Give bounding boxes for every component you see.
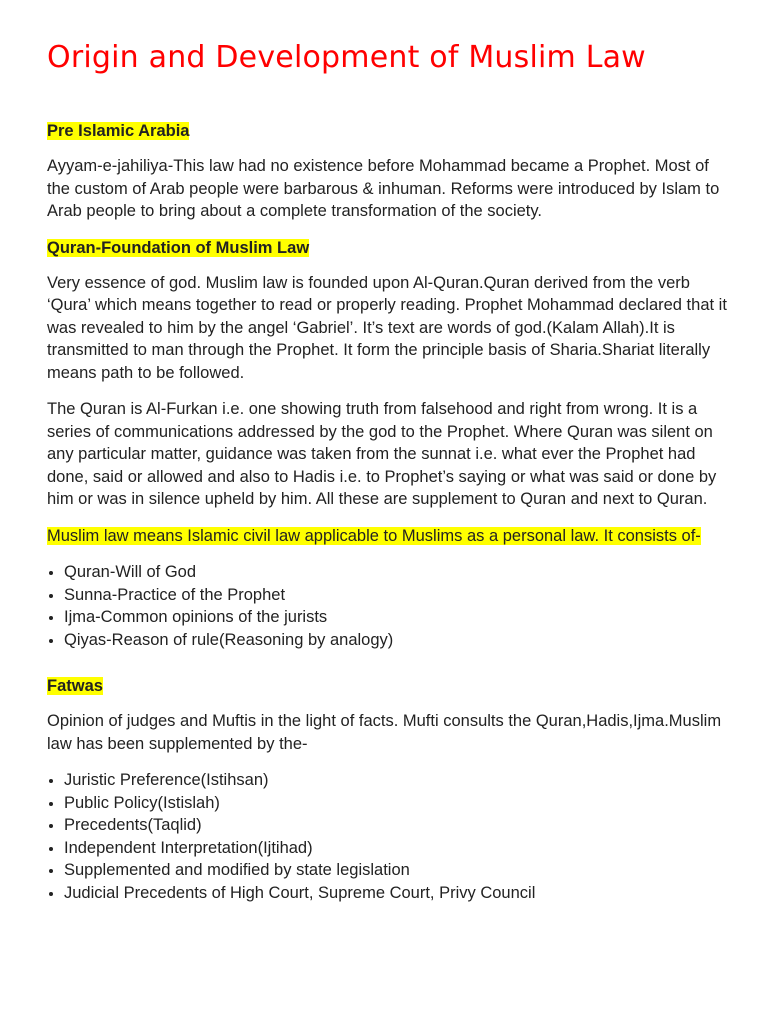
section-heading-fatwas: Fatwas	[47, 677, 103, 695]
list-item: • Public Policy(Istislah)	[64, 792, 728, 815]
pre-islamic-paragraph: Ayyam-e-jahiliya-This law had no existence before Mohammad became a Prophet. Most of the custom of Arab people were barbarous & inhuman. Reforms were introduced by Islam to Arab people to bring about a complete transformation of the society.	[47, 157, 720, 220]
list-item: • Judicial Precedents of High Court, Supreme Court, Privy Council	[64, 882, 728, 905]
list-item: • Juristic Preference(Istihsan)	[64, 769, 728, 792]
list-item: • Qiyas-Reason of rule(Reasoning by analogy)	[64, 629, 728, 652]
list-item: • Sunna-Practice of the Prophet	[64, 584, 728, 607]
supplements-list	[47, 769, 728, 904]
list-item: • Ijma-Common opinions of the jurists	[64, 606, 728, 629]
list-item: • Supplemented and modified by state legislation	[64, 859, 728, 882]
muslim-law-definition: Muslim law means Islamic civil law applicable to Muslims as a personal law. It consists of-	[47, 526, 701, 545]
section-heading-pre-islamic: Pre Islamic Arabia	[47, 122, 190, 140]
section-heading-quran: Quran-Foundation of Muslim Law	[47, 238, 310, 257]
sources-list	[47, 561, 728, 651]
list-item: • Quran-Will of God	[64, 561, 728, 584]
list-item: • Independent Interpretation(Ijtihad)	[64, 837, 728, 860]
quran-paragraph-2: The Quran is Al-Furkan i.e. one showing truth from falsehood and right from wrong. It is a series of communications addressed by the god to the Prophet. Where Quran was silent on any particular matter, guidance was taken from the sunnat i.e. what ever the Prophet had done, said or allowed and also to Hadis i.e. to Prophet’s saying or what was said or done by him or was in silence upheld by him. All these are supplement to Quran and next to Quran.	[47, 400, 717, 508]
page-title: Origin and Development of Muslim Law	[47, 40, 646, 75]
quran-paragraph-1: Very essence of god. Muslim law is founded upon Al-Quran.Quran derived from the verb ‘Qura’ which means together to read or properly reading. Prophet Mohammad declared that it was revealed to him by the angel ‘Gabriel’. It’s text are words of god.(Kalam Allah).It is transmitted to man through the Prophet. It form the principle basis of Sharia.Shariat literally means path to be followed.	[47, 273, 727, 382]
fatwas-paragraph: Opinion of judges and Muftis in the light of facts. Mufti consults the Quran,Hadis,Ijma.Muslim law has been supplemented by the-	[47, 712, 722, 753]
list-item: • Precedents(Taqlid)	[64, 814, 728, 837]
